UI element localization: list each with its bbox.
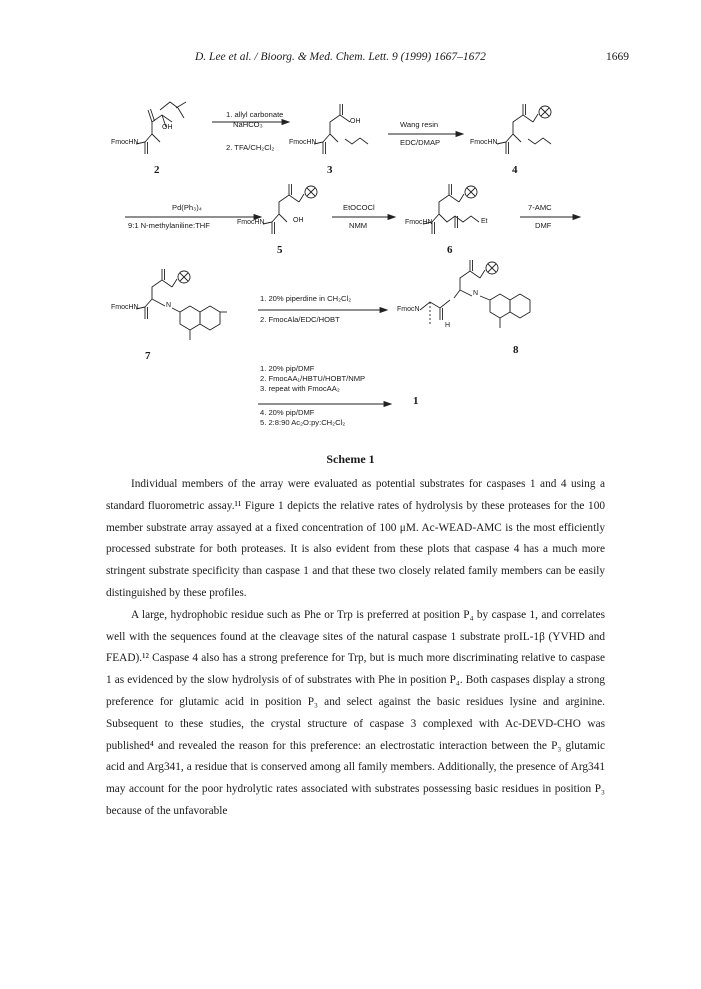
structure-6: [423, 184, 479, 234]
step1-reagent-2: NaHCO₃: [233, 120, 263, 129]
page-number: 1669: [606, 51, 629, 63]
arrow-step-4: [332, 215, 395, 220]
compound-number-1: 1: [413, 395, 419, 407]
compound-number-7: 7: [145, 350, 151, 362]
structure-5: [263, 184, 317, 234]
step7-reagent-5: 5. 2:8:90 Ac₂O:py:CH₂Cl₂: [260, 418, 346, 427]
arrow-step-5: [520, 215, 580, 220]
compound-number-8: 8: [513, 344, 519, 356]
step3-reagent-top: Pd(Ph₃)₄: [172, 203, 202, 212]
atom-label-n: N: [473, 290, 479, 297]
scheme-drawing: [0, 82, 701, 442]
step3-reagent-bottom: 9:1 N-methylaniline:THF: [128, 221, 210, 230]
atom-label-fmochn: FmocHN: [237, 219, 265, 226]
atom-label-oh: OH: [162, 124, 173, 131]
atom-label-fmochn: FmocHN: [111, 304, 139, 311]
atom-label-fmochn: FmocHN: [289, 139, 317, 146]
step2-reagent-top: Wang resin: [400, 120, 439, 129]
compound-number-6: 6: [447, 244, 453, 256]
step7-reagent-2: 2. FmocAA₁/HBTU/HOBT/NMP: [260, 374, 366, 383]
atom-label-n: N: [166, 302, 172, 309]
step7-reagent-3: 3. repeat with FmocAA₂: [260, 384, 340, 393]
step6-reagent-bottom: 2. FmocAla/EDC/HOBT: [260, 315, 340, 324]
page-header: [0, 51, 701, 67]
structure-7: [136, 269, 227, 340]
step7-reagent-4: 4. 20% pip/DMF: [260, 408, 315, 417]
step6-reagent-top: 1. 20% piperdine in CH₂Cl₂: [260, 294, 352, 303]
running-head: D. Lee et al. / Bioorg. & Med. Chem. Lett. 9 (1999) 1667–1672: [195, 51, 486, 63]
step5-reagent-bottom: DMF: [535, 221, 552, 230]
atom-label-fmocn: FmocN: [397, 306, 420, 313]
atom-label-fmochn: FmocHN: [405, 219, 433, 226]
compound-number-5: 5: [277, 244, 283, 256]
step1-reagent-3: 2. TFA/CH₂Cl₂: [226, 143, 275, 152]
step7-reagent-1: 1. 20% pip/DMF: [260, 364, 315, 373]
compound-number-3: 3: [327, 164, 333, 176]
structure-2: [136, 102, 186, 154]
arrow-step-7: [258, 402, 391, 407]
atom-label-oh: OH: [293, 217, 304, 224]
atom-label-et: Et: [481, 218, 488, 225]
step4-reagent-bottom: NMM: [349, 221, 368, 230]
compound-number-4: 4: [512, 164, 518, 176]
step2-reagent-bottom: EDC/DMAP: [400, 138, 441, 147]
arrow-step-6: [258, 308, 387, 313]
step1-reagent-1: 1. allyl carbonate: [226, 110, 284, 119]
atom-label-h: H: [445, 322, 451, 329]
atom-label-fmochn: FmocHN: [470, 139, 498, 146]
reaction-scheme: [0, 82, 701, 442]
atom-label-fmochn: FmocHN: [111, 139, 139, 146]
atom-label-oh: OH: [350, 118, 361, 125]
paragraph-1: Individual members of the array were evaluated as potential substrates for caspases 1 and 4 using a standard fluorometric assay.¹¹ Figure 1 depicts the relative rates of hydrolysis by these proteases for the 100 member substrate array assayed at a fixed concentration of 100 μM. Ac-WEAD-AMC is the most efficiently processed substrate for both proteases. It is also evident from these plots that caspase 4 has a much more stringent substrate specificity than caspase 1 and that these two closely related family members can be easily distinguished by these profiles.: [106, 478, 605, 599]
step5-reagent-top: 7-AMC: [528, 203, 552, 212]
paragraph-2: A large, hydrophobic residue such as Phe or Trp is preferred at position P₄ by caspase 1, and correlates well with the sequences found at the cleavage sites of the natural caspase 1 substrate proIL-1β (YVHD and FEAD).¹² Caspase 4 also has a strong preference for Trp, but is much more discriminating relative to caspase 1 as evidenced by the slow hydrolysis of of substrates with Phe in position P₄. Both caspases display a strong preference for glutamic acid in position P₃ and select against the basic residues lysine and arginine. Subsequent to these studies, the crystal structure of caspase 3 complexed with Ac-DEVD-CHO was published⁴ and revealed the reason for this preference: an electrostatic interaction between the P₃ glutamic acid and Arg341, a residue that is conserved among all family members. Additionally, the presence of Arg341 may account for the poor hydrolytic rates associated with substrates possessing basic residues in position P₃ because of the unfavorable: [106, 608, 605, 817]
scheme-caption: Scheme 1: [326, 452, 375, 466]
compound-number-2: 2: [154, 164, 160, 176]
step4-reagent-top: EtOCOCl: [343, 203, 375, 212]
structure-3: [314, 104, 368, 154]
body-text: [106, 474, 605, 823]
structure-4: [497, 104, 551, 154]
arrow-step-2: [388, 132, 463, 137]
